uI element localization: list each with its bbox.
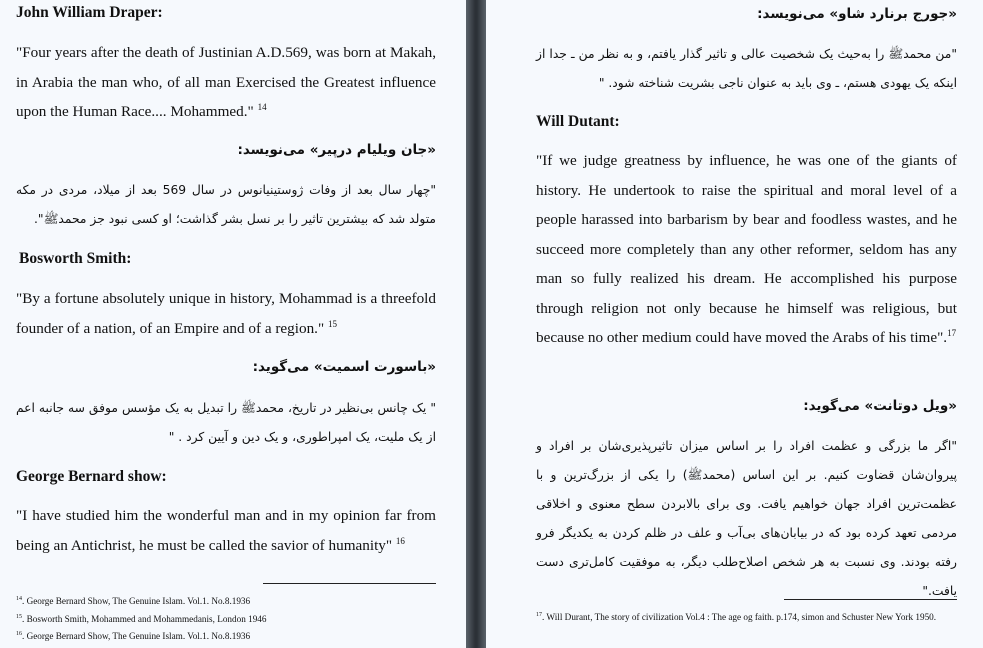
durant-quote: "If we judge greatness by influence, he was one of the giants of history. He undertook to raise the spiritual and moral level of a people harassed into barbarism by bear and foodless wastes, and he succeed more completely than any other reformer, seldom has any man so fully realized his dream. He accomplished his purpose through religion not only because he himself was religious, but because no other medium could have moved the Arabs of his time".$^{17}$	[536, 152, 957, 346]
footnote-15: $^{15}$. Bosworth Smith, Mohammed and Mohammedanis, London 1946	[16, 613, 267, 624]
smith-quote: "By a fortune absolutely unique in history, Mohammad is a threefold founder of a nation, of an Empire and of a region." $^{15}$	[16, 290, 436, 337]
footnote-17: $^{17}$. Will Durant, The story of civilization Vol.4 : The age og faith. p.174, simon and Schuster New York 1950.	[536, 611, 937, 622]
left-page	[0, 0, 466, 648]
shaw-quote-fa: "من محمدﷺ را به‌حیث یک شخصیت عالی و تاثیر گذار یافتم، و به نظر من ـ جدا از اینکه یک یهودی هستم، ـ وی باید به عنوان ناجی بشریت شناخته شود. "	[536, 47, 957, 90]
draper-quote: "Four years after the death of Justinian A.D.569, was born at Makah, in Arabia the man who, of all man Exercised the Greatest influence upon the Human Race.... Mohammed." $^{14}$	[16, 44, 436, 120]
shaw-heading-fa: «جورج برنارد شاو» می‌نویسد:	[757, 6, 957, 22]
footnote-ref-17[interactable]: 17	[947, 327, 957, 338]
book-gutter	[466, 0, 486, 648]
durant-heading: Will Dutant:	[536, 113, 620, 130]
footnote-ref-15[interactable]: 15	[327, 318, 337, 329]
draper-heading-fa: «جان ویلیام درپیر» می‌نویسد:	[237, 142, 436, 158]
shaw-quote: "I have studied him the wonderful man and in my opinion far from being an Antichrist, he must be called the savior of humanity" $^{16}$	[16, 507, 436, 554]
footnote-ref-16[interactable]: 16	[395, 535, 405, 546]
draper-heading: John William Draper:	[16, 4, 163, 21]
footnote-rule	[263, 583, 436, 584]
durant-heading-fa: «ویل دوتانت» می‌گوید:	[803, 398, 957, 414]
draper-quote-fa: "چهار سال بعد از وفات ژوستینیانوس در سال 569 بعد از میلاد، مردی در مکه متولد شد که بیشترین تاثیر را بر نسل بشر گذاشت؛ او کسی نبود جز محمدﷺ".	[16, 183, 436, 226]
footnote-14: $^{14}$. George Bernard Show, The Genuine Islam. Vol.1. No.8.1936	[16, 595, 251, 606]
shaw-heading: George Bernard show:	[16, 468, 167, 485]
right-page	[486, 0, 983, 648]
footnote-16: $^{16}$. George Bernard Show, The Genuine Islam. Vol.1. No.8.1936	[16, 630, 251, 641]
durant-quote-fa: "اگر ما بزرگی و عظمت افراد را بر اساس میزان تاثیرپذیری‌شان بر افراد و پیروان‌شان قضاوت کنیم. بر این اساس (محمدﷺ) را یکی از بزرگ‌ترین و با عظمت‌ترین افراد جهان خواهیم یافت. وی برای بالابردن سطح معنوی و اخلاقی مردمی تعهد کرده بود که در بیابان‌های بی‌آب و علف در ظلم کردن به یکدیگر فرو رفته بودند. وی نسبت به هر شخص اصلاح‌طلب دیگر، به موفقیت کامل‌تری دست یافت."	[536, 439, 957, 598]
smith-quote-fa: " یک چانس بی‌نظیر در تاریخ، محمدﷺ را تبدیل به یک مؤسس موفق سه جانبه اعم از یک ملیت، یک امپراطوری، و یک دین و آیین کرد . "	[16, 401, 436, 444]
smith-heading-fa: «باسورت اسمیت» می‌گوید:	[252, 359, 436, 375]
footnote-rule	[784, 599, 957, 600]
footnote-ref-14[interactable]: 14	[257, 101, 267, 112]
smith-heading: Bosworth Smith:	[19, 250, 132, 267]
